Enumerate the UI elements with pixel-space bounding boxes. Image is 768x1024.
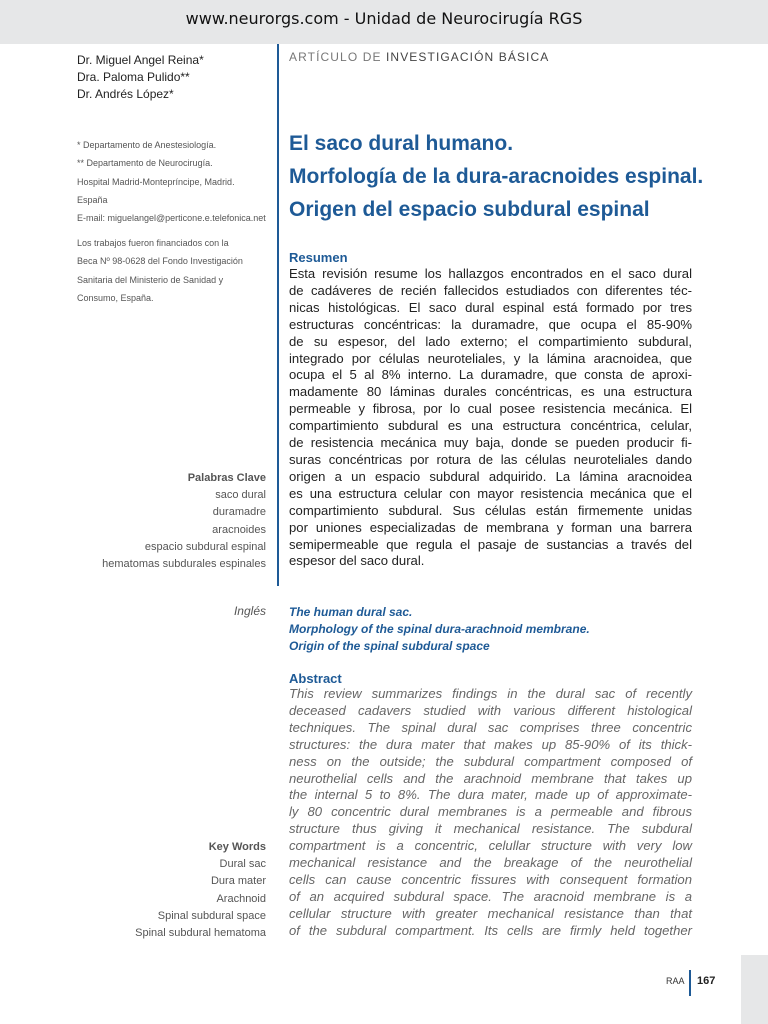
- page-edge-strip: [741, 955, 768, 1024]
- author: Dra. Paloma Pulido**: [77, 70, 190, 84]
- resumen-heading: Resumen: [289, 250, 348, 265]
- text-line: compartimiento subdural. Sus células están firmemente unidas: [289, 502, 692, 518]
- text-line: ness on the outside; the subdural compartment composed of: [289, 753, 692, 769]
- funding-line: Sanitaria del Ministerio de Sanidad y: [77, 274, 224, 285]
- funding-note: [77, 234, 243, 307]
- text-line: of the subdural compartment. Its cells are firmly held together: [289, 922, 692, 938]
- footer-divider: [689, 970, 691, 996]
- title-line: El saco dural humano.: [289, 132, 514, 155]
- column-divider: [277, 44, 279, 586]
- article-title-en: [289, 604, 590, 655]
- text-line: ly 80 concentric dural membranes is a permeable and fibrous: [289, 804, 692, 820]
- text-line: techniques. The spinal dural sac comprises three concentric: [289, 719, 692, 735]
- text-line: compartimiento subdural es una estructura concéntrica, celular,: [289, 418, 692, 434]
- key-word: Dural sac: [219, 858, 266, 871]
- key-word: Spinal subdural hematoma: [135, 927, 266, 940]
- text-line: compartment is a concentric, celullar structure with very low: [289, 838, 692, 854]
- text-line: structures: the dura mater that makes up 85-90% of its thick-: [289, 736, 692, 752]
- text-line: neurothelial cells and the arachnoid membrane that takes up: [289, 770, 692, 786]
- affiliation-email: E-mail: miguelangel@perticone.e.telefonica.net: [77, 213, 266, 224]
- text-line: semipermeable que regula el pasaje de sustancias a través del: [289, 536, 692, 552]
- affiliation-line: * Departamento de Anestesiología.: [77, 140, 217, 150]
- text-line: origen a un espacio subdural adquirido. La lámina aracnoidea: [289, 468, 692, 484]
- funding-line: Beca Nº 98-0628 del Fondo Investigación: [77, 256, 243, 267]
- text-line: deceased cadavers studied with various different histological: [289, 702, 692, 718]
- funding-line: Los trabajos fueron financiados con la: [77, 238, 229, 248]
- text-line: de su espesor, del lado externo; el compartimiento subdural,: [289, 333, 692, 349]
- palabras-clave: [102, 470, 266, 573]
- text-line: por uniones especializadas de membrana y forman una barrera: [289, 519, 692, 535]
- text-line: de cadáveres de recién fallecidos estudiados con diferentes téc-: [289, 282, 692, 298]
- key-word: Arachnoid: [216, 892, 266, 905]
- text-line: mechanical resistance and the breakage of the neurothelial: [289, 855, 692, 871]
- keyword: saco dural: [215, 489, 266, 502]
- text-line: Esta revisión resume los hallazgos encontrados en el saco dural: [289, 266, 692, 281]
- keyword: espacio subdural espinal: [144, 540, 266, 553]
- title-line: Origen del espacio subdural espinal: [289, 198, 650, 221]
- text-line: permeable y fibrosa, por lo cual posee resistencia mecánica. El: [289, 401, 692, 417]
- section-prefix: ARTÍCULO DE: [289, 50, 386, 64]
- abstract-heading: Abstract: [289, 671, 342, 686]
- text-line: es una estructura celular con mayor resistencia mecánica que el: [289, 485, 692, 501]
- text-line: espesor del saco dural.: [289, 553, 425, 569]
- text-line: the internal 5 to 8%. The dura mater, made up of approximate-: [289, 787, 692, 803]
- text-line: structure thus giving it mechanical resistance. The subdural: [289, 821, 692, 837]
- key-word: Spinal subdural space: [157, 909, 266, 922]
- title-en-line: Morphology of the spinal dura-arachnoid membrane.: [289, 622, 590, 636]
- author-list: [77, 52, 204, 103]
- funding-line: Consumo, España.: [77, 292, 154, 303]
- text-line: integrado por células neuroteliales, y la lámina aracnoidea, que: [289, 350, 692, 366]
- article-title-es: [289, 127, 703, 226]
- affiliation-line: Hospital Madrid-Montepríncipe, Madrid.: [77, 176, 235, 187]
- section-label: [289, 50, 549, 64]
- key-words: [135, 839, 266, 942]
- language-label: Inglés: [233, 604, 266, 618]
- author: Dr. Andrés López*: [77, 87, 174, 101]
- page-number: 167: [697, 975, 716, 987]
- palabras-clave-heading: Palabras Clave: [187, 472, 266, 484]
- affiliations: [77, 136, 266, 227]
- journal-abbrev: RAA: [666, 976, 685, 986]
- title-en-line: The human dural sac.: [289, 605, 413, 619]
- text-line: suras concéntricas por rotura de las células neuroteliales dando: [289, 451, 692, 467]
- section-name: INVESTIGACIÓN BÁSICA: [386, 50, 550, 64]
- title-line: Morfología de la dura-aracnoides espinal.: [289, 165, 704, 188]
- keyword: duramadre: [212, 506, 266, 519]
- text-line: ocupa el 5 al 8% interno. La duramadre, que consta de aproxi-: [289, 367, 692, 383]
- abstract-body: [289, 686, 692, 940]
- text-line: cells can cause concentric fissures with consequent formation: [289, 871, 692, 887]
- text-line: This review summarizes findings in the dural sac of recently: [289, 686, 692, 701]
- text-line: cellular structure with greater mechanical resistance than that: [289, 905, 692, 921]
- keyword: aracnoides: [212, 523, 266, 536]
- author: Dr. Miguel Angel Reina*: [77, 53, 204, 67]
- affiliation-line: ** Departamento de Neurocirugía.: [77, 158, 213, 169]
- text-line: de resistencia mecánica muy baja, donde se pueden producir fi-: [289, 435, 692, 451]
- site-url: www.neurorgs.com - Unidad de Neurocirugía RGS: [185, 9, 583, 28]
- site-banner: [0, 0, 768, 44]
- resumen-body: [289, 266, 692, 570]
- title-en-line: Origin of the spinal subdural space: [289, 639, 490, 653]
- text-line: estructuras concéntricas: la duramadre, que ocupa el 85-90%: [289, 316, 692, 332]
- text-line: madamente 80 láminas durales concéntricas, es una estructura: [289, 384, 692, 400]
- keyword: hematomas subdurales espinales: [102, 558, 266, 571]
- affiliation-line: España: [77, 194, 108, 205]
- key-word: Dura mater: [210, 875, 266, 888]
- key-words-heading: Key Words: [208, 841, 266, 853]
- text-line: nicas histológicas. El saco dural espinal está formado por tres: [289, 299, 692, 315]
- text-line: of an acquired subdural space. The aracnoid membrane is a: [289, 888, 692, 904]
